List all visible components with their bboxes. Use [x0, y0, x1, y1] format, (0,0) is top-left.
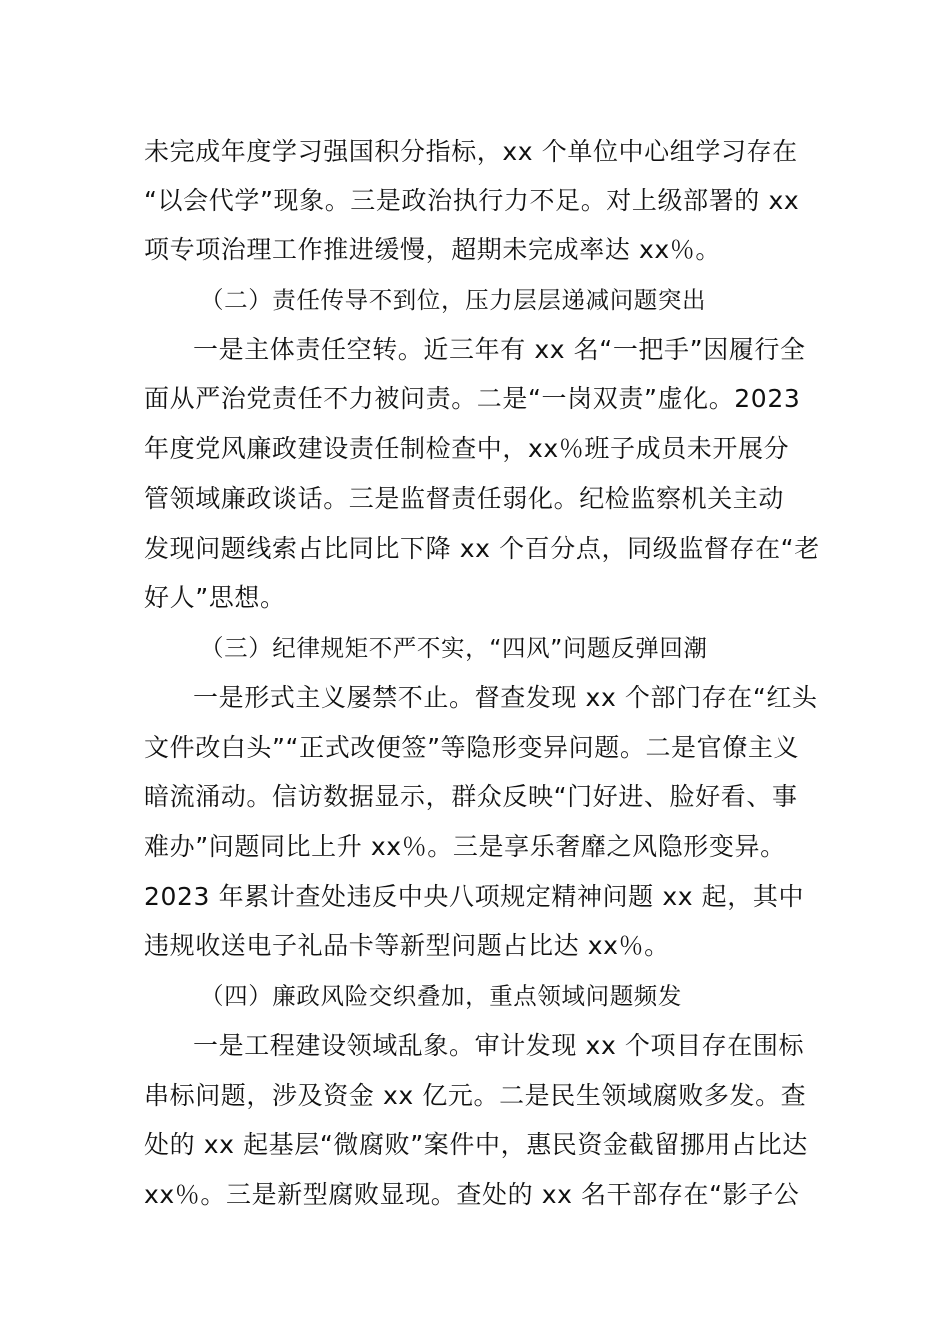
text-line: 管领域廉政谈话。三是监督责任弱化。纪检监察机关主动 — [144, 484, 785, 513]
text-line: “以会代学”现象。三是政治执行力不足。对上级部署的 xx — [144, 186, 800, 215]
text-line: 串标问题，涉及资金 xx 亿元。二是民生领域腐败多发。查 — [144, 1081, 807, 1110]
text-line: xx％。三是新型腐败显现。查处的 xx 名干部存在“影子公 — [144, 1180, 800, 1209]
text-line: 好人”思想。 — [144, 583, 286, 612]
text-line: 暗流涌动。信访数据显示，群众反映“门好进、脸好看、事 — [144, 782, 798, 811]
text-line: 发现问题线索占比同比下降 xx 个百分点，同级监督存在“老 — [144, 534, 820, 563]
section-heading: （二）责任传导不到位，压力层层递减问题突出 — [200, 286, 707, 314]
paragraph-start-line: 一是工程建设领域乱象。审计发现 xx 个项目存在围标 — [193, 1031, 805, 1060]
text-line: 年度党风廉政建设责任制检查中，xx％班子成员未开展分 — [144, 434, 790, 463]
paragraph-start-line: 一是形式主义屡禁不止。督查发现 xx 个部门存在“红头 — [193, 683, 818, 712]
text-line: 2023 年累计查处违反中央八项规定精神问题 xx 起，其中 — [144, 882, 805, 911]
text-line: 难办”问题同比上升 xx％。三是享乐奢靡之风隐形变异。 — [144, 832, 786, 861]
paragraph-start-line: 一是主体责任空转。近三年有 xx 名“一把手”因履行全 — [193, 335, 806, 364]
text-line: 文件改白头”“正式改便签”等隐形变异问题。二是官僚主义 — [144, 733, 800, 762]
text-line: 未完成年度学习强国积分指标，xx 个单位中心组学习存在 — [144, 137, 798, 166]
text-line: 处的 xx 起基层“微腐败”案件中，惠民资金截留挪用占比达 — [144, 1130, 808, 1159]
section-heading: （三）纪律规矩不严不实，“四风”问题反弹回潮 — [200, 634, 708, 662]
section-heading: （四）廉政风险交织叠加，重点领域问题频发 — [200, 982, 682, 1010]
text-line: 面从严治党责任不力被问责。二是“一岗双责”虚化。2023 — [144, 384, 801, 413]
text-line: 项专项治理工作推进缓慢，超期未完成率达 xx％。 — [144, 235, 721, 264]
text-line: 违规收送电子礼品卡等新型问题占比达 xx％。 — [144, 931, 670, 960]
